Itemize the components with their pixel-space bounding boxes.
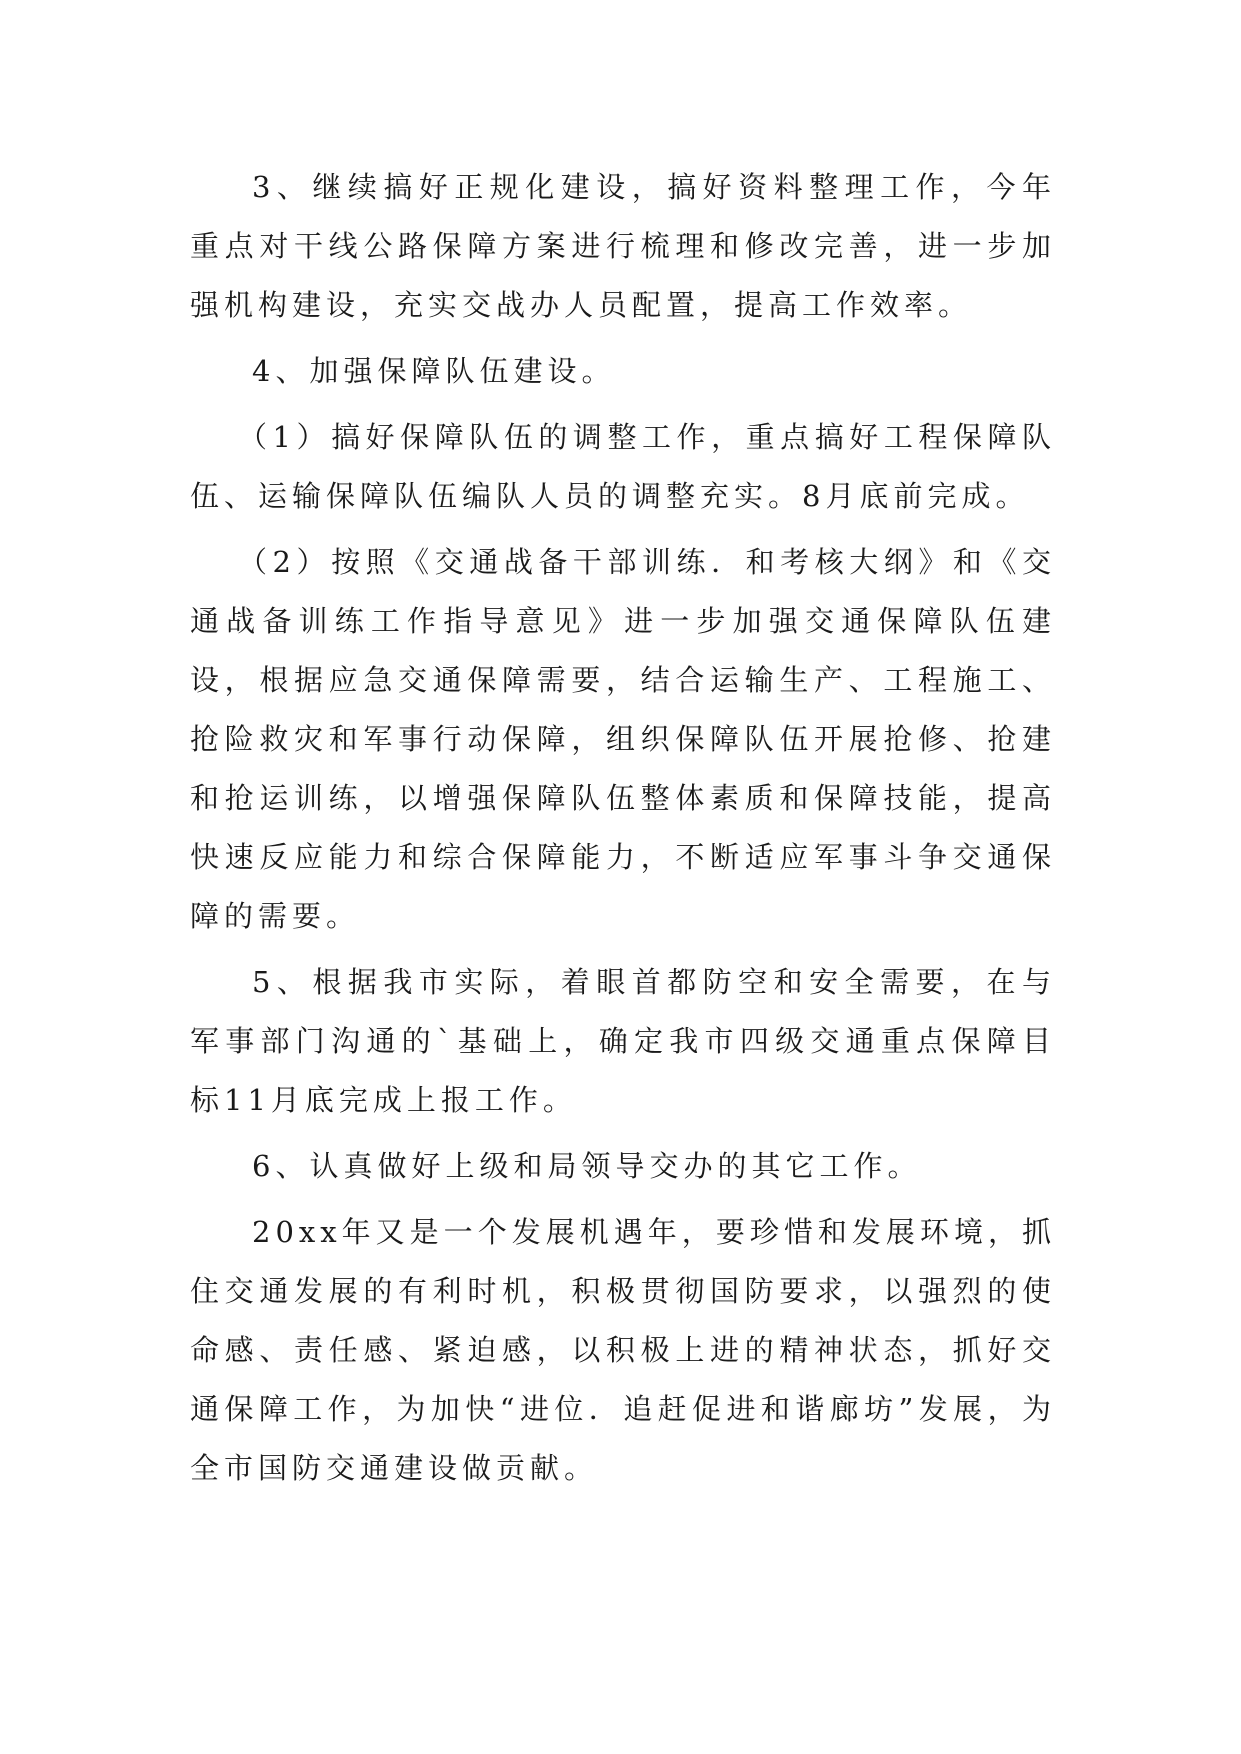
paragraph-conclusion: 20xx年又是一个发展机遇年，要珍惜和发展环境，抓住交通发展的有利时机，积极贯彻国防要求，以强烈的使命感、责任感、紧迫感，以积极上进的精神状态，抓好交通保障工作，为加快“进位．追赶促进和谐廊坊”发展，为全市国防交通建设做贡献。 (190, 1215, 1056, 1485)
paragraph-item-6: 6、认真做好上级和局领导交办的其它工作。 (252, 1149, 922, 1183)
paragraph-subitem-1: （1）搞好保障队伍的调整工作，重点搞好工程保障队伍、运输保障队伍编队人员的调整充实。8月底前完成。 (190, 420, 1056, 513)
paragraph-subitem-2: （2）按照《交通战备干部训练．和考核大纲》和《交通战备训练工作指导意见》进一步加强交通保障队伍建设，根据应急交通保障需要，结合运输生产、工程施工、抢险救灾和军事行动保障，组织保障队伍开展抢修、抢建和抢运训练，以增强保障队伍整体素质和保障技能，提高快速反应能力和综合保障能力，不断适应军事斗争交通保障的需要。 (190, 545, 1056, 933)
document-body (190, 158, 1056, 1505)
paragraph-item-5: 5、根据我市实际，着眼首都防空和安全需要，在与军事部门沟通的`基础上，确定我市四级交通重点保障目标11月底完成上报工作。 (190, 965, 1056, 1117)
paragraph-item-3: 3、继续搞好正规化建设，搞好资料整理工作，今年重点对干线公路保障方案进行梳理和修改完善，进一步加强机构建设，充实交战办人员配置，提高工作效率。 (190, 170, 1056, 322)
paragraph-item-4: 4、加强保障队伍建设。 (252, 354, 616, 388)
